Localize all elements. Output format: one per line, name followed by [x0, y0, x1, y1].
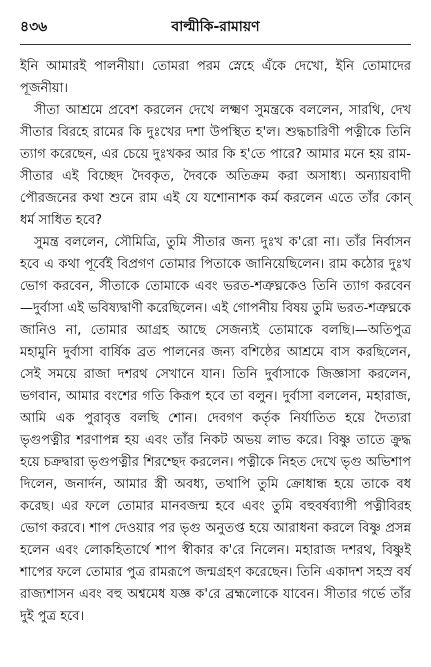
body-text: [20, 56, 411, 628]
page-header: [20, 16, 411, 38]
header-divider: [20, 44, 411, 45]
paragraph: সীতা আশ্রমে প্রবেশ করলেন দেখে লক্ষ্মণ সুমন্ত্রকে বললেন, সারথি, দেখ সীতার বিরহে রামের কি দুঃখের দশা উপস্থিত হ'ল। শুদ্ধচারিণী পত্নীকে তিনি ত্যাগ করেছেন, এর চেয়ে দুঃখকর আর কি হ'তে পারে? আমার মনে হয় রাম-সীতার এই বিচ্ছেদ দৈবকৃত, দৈবকে অতিক্রম করা অসাধ্য। অন্যায়বাদী পৌরজনের কথা শুনে রাম এই যে যশোনাশক কর্ম করলেন এতে তাঁর কোন্ ধর্ম সাধিত হবে?: [20, 103, 411, 228]
running-title: বাল্মীকি-রামায়ণ: [171, 19, 260, 35]
page-number: ৪৩৬: [20, 19, 48, 35]
paragraph: ইনি আমারই পালনীয়া। তোমরা পরম স্নেহে এঁকে দেখো, ইনি তোমাদের পূজনীয়া।: [20, 59, 411, 96]
paragraph: সুমন্ত্র বললেন, সৌমিত্রি, তুমি সীতার জন্য দুঃখ ক'রো না। তাঁর নির্বাসন হবে এ কথা পূর্বেই বিপ্রগণ তোমার পিতাকে জানিয়েছিলেন। রাম কঠোর দুঃখ ভোগ করবেন, সীতাকে তোমাকে এবং ভরত-শত্রুঘ্নকেও তিনি ত্যাগ করবেন—দুর্বাসা এই ভবিষ্যদ্বাণী করেছিলেন। এই গোপনীয় বিষয় তুমি ভরত-শত্রুঘ্নকে জানিও না, তোমার আগ্রহ আছে সেজন্যই তোমাকে বলছি।—অতিপুত্র মহামুনি দুর্বাসা বার্ষিক ব্রত পালনের জন্য বশিষ্ঠের আশ্রমে বাস করছিলেন, সেই সময়ে রাজা দশরথ সেখানে যান। তিনি দুর্বাসাকে জিজ্ঞাসা করলেন, ভগবান, আমার বংশের গতি কিরূপ হবে তা বলুন। দুর্বাসা বললেন, মহারাজ, আমি এক পুরাবৃত্ত বলছি শোন। দেবগণ কর্তৃক নির্যাতিত হয়ে দৈত্যরা ভৃগুপত্নীর শরণাপন্ন হয় এবং তাঁর নিকট অভয় লাভ করে। বিষ্ণু তাতে ক্রুদ্ধ হয়ে চক্রদ্বারা ভৃগুপত্নীর শিরশ্ছেদ করলেন। পত্নীকে নিহত দেখে ভৃগু অভিশাপ দিলেন, জনার্দন, আমার স্ত্রী অবধ্য, তথাপি তুমি ক্রোধান্ধ হয়ে তাকে বধ করেছ। এর ফলে তোমার মানবজন্ম হবে এবং তুমি বহুবর্ষব্যাপী পত্নীবিরহ ভোগ করবে। শাপ দেওয়ার পর ভৃগু অনুতপ্ত হয়ে আরাধনা করলে বিষ্ণু প্রসন্ন হলেন এবং লোকহিতার্থে শাপ স্বীকার ক'রে নিলেন। মহারাজ দশরথ, বিষ্ণুই শাপের ফলে তোমার পুত্র রামরূপে জন্মগ্রহণ করেছেন। তিনি একাদশ সহস্র বর্ষ রাজ্যশাসন এবং বহু অশ্বমেধ যজ্ঞ ক'রে ব্রহ্মলোকে যাবেন। সীতার গর্ভে তাঁর দুই পুত্র হবে।: [20, 235, 411, 624]
